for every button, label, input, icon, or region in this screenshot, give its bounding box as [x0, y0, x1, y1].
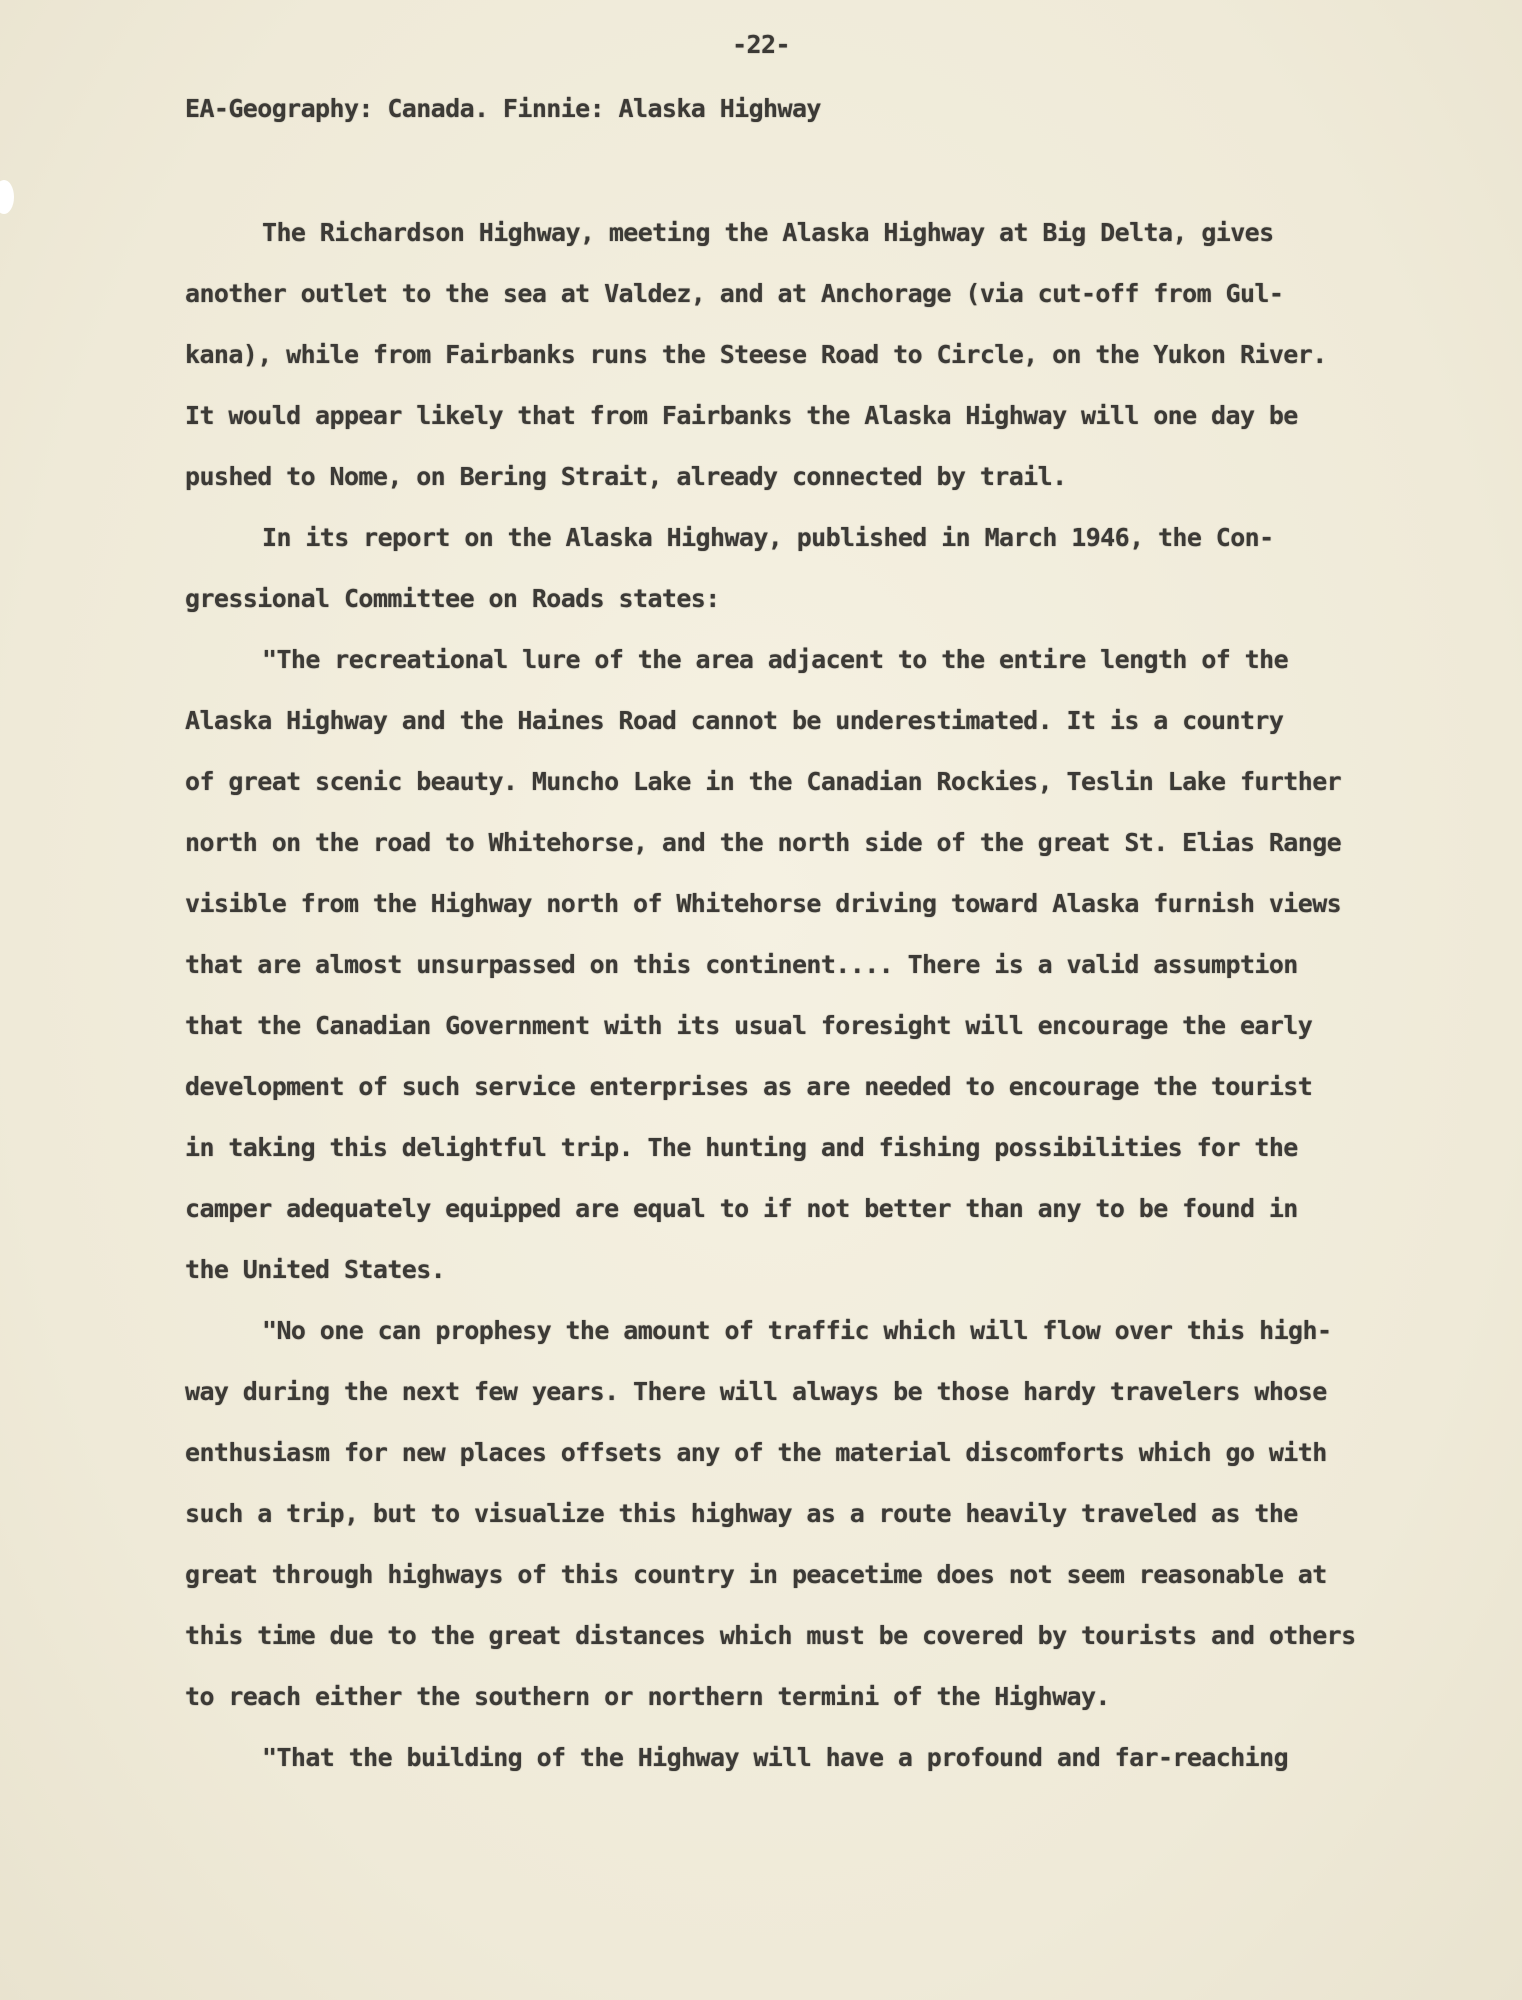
quote-line: "That the building of the Highway will have a profound and far-reaching	[262, 1743, 1289, 1772]
quote-line: Alaska Highway and the Haines Road cannot be underestimated. It is a country	[185, 706, 1284, 735]
quote-line: camper adequately equipped are equal to if not better than any to be found in	[185, 1194, 1298, 1223]
quote-line: great through highways of this country in peacetime does not seem reasonable at	[185, 1560, 1327, 1589]
text-line: gressional Committee on Roads states:	[185, 584, 720, 613]
quote-line: visible from the Highway north of Whitehorse driving toward Alaska furnish views	[185, 889, 1342, 918]
document-header: EA-Geography: Canada. Finnie: Alaska Highway	[185, 94, 821, 123]
quote-line: in taking this delightful trip. The hunting and fishing possibilities for the	[185, 1133, 1298, 1162]
quote-line: way during the next few years. There will always be those hardy travelers whose	[185, 1377, 1327, 1406]
quote-line: enthusiasm for new places offsets any of the material discomforts which go with	[185, 1438, 1327, 1467]
quote-line: that are almost unsurpassed on this continent.... There is a valid assumption	[185, 950, 1298, 979]
quote-line: such a trip, but to visualize this highway as a route heavily traveled as the	[185, 1499, 1298, 1528]
page-number: -22-	[732, 30, 790, 59]
quote-line: to reach either the southern or northern termini of the Highway.	[185, 1682, 1110, 1711]
punch-hole	[0, 180, 14, 214]
text-line: The Richardson Highway, meeting the Alaska Highway at Big Delta, gives	[262, 218, 1274, 247]
quote-line: "The recreational lure of the area adjacent to the entire length of the	[262, 645, 1289, 674]
quote-line: the United States.	[185, 1255, 446, 1284]
text-line: kana), while from Fairbanks runs the Steese Road to Circle, on the Yukon River.	[185, 340, 1327, 369]
text-line: It would appear likely that from Fairbanks the Alaska Highway will one day be	[185, 401, 1298, 430]
quote-line: north on the road to Whitehorse, and the north side of the great St. Elias Range	[185, 828, 1342, 857]
quote-line: this time due to the great distances which must be covered by tourists and others	[185, 1621, 1356, 1650]
text-line: In its report on the Alaska Highway, published in March 1946, the Con-	[262, 523, 1274, 552]
quote-line: that the Canadian Government with its usual foresight will encourage the early	[185, 1011, 1313, 1040]
quote-line: "No one can prophesy the amount of traffic which will flow over this high-	[262, 1316, 1332, 1345]
text-line: another outlet to the sea at Valdez, and at Anchorage (via cut-off from Gul-	[185, 279, 1284, 308]
text-line: pushed to Nome, on Bering Strait, already connected by trail.	[185, 462, 1067, 491]
quote-line: of great scenic beauty. Muncho Lake in the Canadian Rockies, Teslin Lake further	[185, 767, 1342, 796]
quote-line: development of such service enterprises as are needed to encourage the tourist	[185, 1072, 1313, 1101]
